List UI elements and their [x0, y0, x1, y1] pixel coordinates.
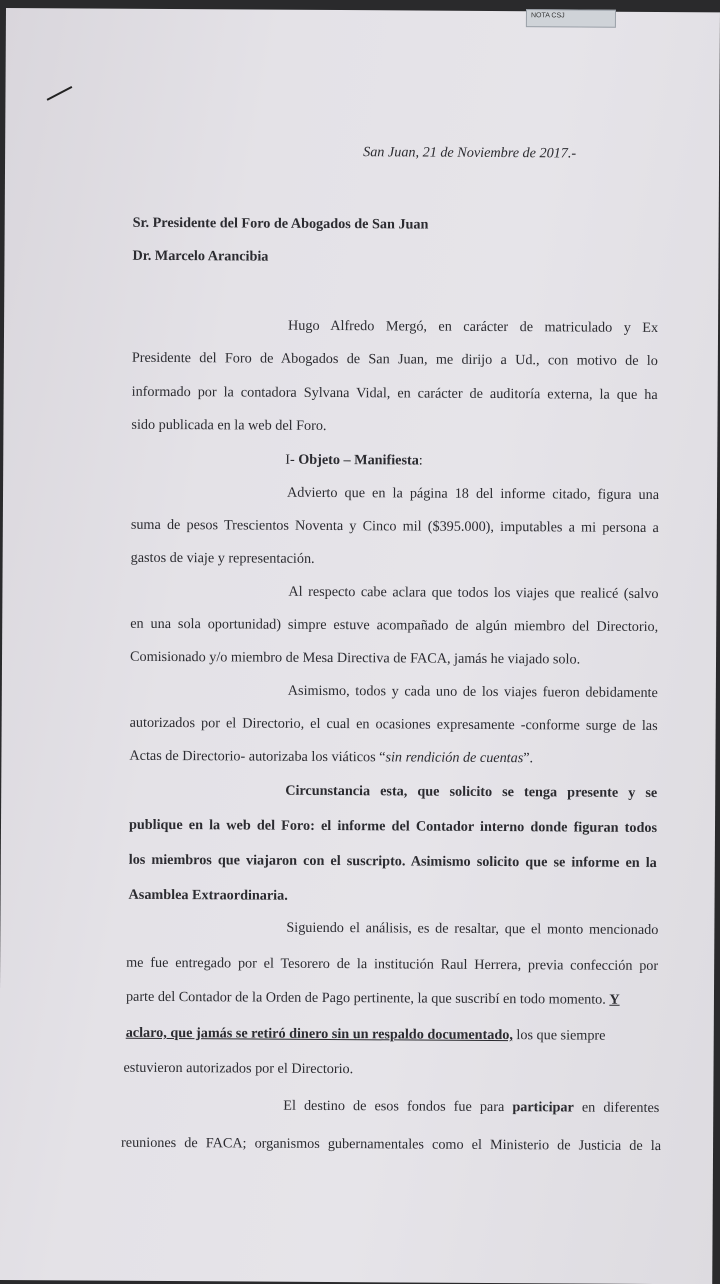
pen-mark	[47, 86, 73, 101]
p7-line-2: reuniones de FACA; organismos gubernamentales como el Ministerio de Justicia de la	[121, 1134, 662, 1155]
p3-line-2: en una sola oportunidad) simpre estuve acompañado de algún miembro del Directorio,	[130, 615, 659, 635]
heading-colon: :	[418, 452, 423, 469]
addressee-line-2: Dr. Marcelo Arancibia	[132, 247, 269, 265]
p6-line-5: estuvieron autorizados por el Directorio.	[123, 1059, 354, 1078]
p3-line-3: Comisionado y/o miembro de Mesa Directiva de FACA, jamás he viajado solo.	[129, 648, 581, 668]
p4-line-3-post: ”.	[523, 750, 534, 767]
p7-line-1-bold: participar	[512, 1099, 574, 1116]
p2-line-3: gastos de viaje y representación.	[130, 549, 315, 567]
p1-line-2: Presidente del Foro de Abogados de San Juan, me dirijo a Ud., con motivo de lo	[131, 349, 658, 369]
p1-line-3: informado por la contadora Sylvana Vidal, en carácter de auditoría externa, la que ha	[131, 383, 658, 403]
p1-line-1: Hugo Alfredo Mergó, en carácter de matriculado y Ex	[288, 317, 659, 336]
p5-line-4: Asamblea Extraordinaria.	[128, 886, 288, 904]
p4-line-3	[129, 748, 533, 767]
p6-line-4-post: los que siempre	[512, 1027, 606, 1044]
p2-line-2: suma de pesos Trescientos Noventa y Cinco mil ($395.000), imputables a mi persona a	[130, 516, 659, 536]
p6-line-2: me fue entregado por el Tesorero de la institución Raul Herrera, previa confección por	[126, 954, 659, 975]
p6-line-1: Siguiendo el análisis, es de resaltar, que el monto mencionado	[286, 919, 659, 939]
p6-line-3-pre: parte del Contador de la Orden de Pago pertinente, la que suscribí en todo momento.	[125, 988, 610, 1008]
p5-line-3: los miembros que viajaron con el suscripto. Asimismo solicito que se informe en la	[128, 851, 657, 871]
p2-line-1: Advierto que en la página 18 del informe citado, figura una	[286, 484, 660, 503]
p7-line-1	[283, 1098, 659, 1117]
p6-line-3	[126, 989, 620, 1009]
p6-line-4-bold: aclaro, que jamás se retiró dinero sin un respaldo documentado,	[125, 1024, 513, 1044]
p4-line-2: autorizados por el Directorio, el cual en ocasiones expresamente -conforme surge de las	[129, 714, 658, 734]
addressee-line-1: Sr. Presidente del Foro de Abogados de San Juan	[132, 214, 429, 233]
heading-number: I-	[285, 451, 299, 468]
p6-line-4	[126, 1025, 606, 1045]
p7-line-1-post: en diferentes	[573, 1099, 660, 1117]
p6-line-3-bold: Y	[609, 991, 620, 1008]
section-heading	[285, 452, 423, 470]
letter-date: San Juan, 21 de Noviembre de 2017.-	[363, 144, 577, 162]
p5-line-1: Circunstancia esta, que solicito se tenga presente y se	[285, 782, 658, 801]
letter-page	[0, 8, 720, 1284]
p5-line-2: publique en la web del Foro: el informe del Contador interno donde figuran todos	[128, 816, 658, 836]
p4-line-3-pre: Actas de Directorio- autorizaba los viáticos “	[129, 747, 386, 766]
p7-line-1-pre: El destino de esos fondos fue para	[283, 1097, 513, 1116]
p4-line-3-italic: sin rendición de cuentas	[385, 749, 524, 767]
corner-sticker: NOTA CSJ	[526, 9, 616, 28]
heading-title: Objeto – Manifiesta	[298, 451, 419, 469]
p1-line-4: sido publicada en la web del Foro.	[131, 416, 327, 434]
p4-line-1: Asimismo, todos y cada uno de los viajes fueron debidamente	[287, 682, 658, 701]
p3-line-1: Al respecto cabe aclara que todos los viajes que realicé (salvo	[288, 583, 659, 602]
